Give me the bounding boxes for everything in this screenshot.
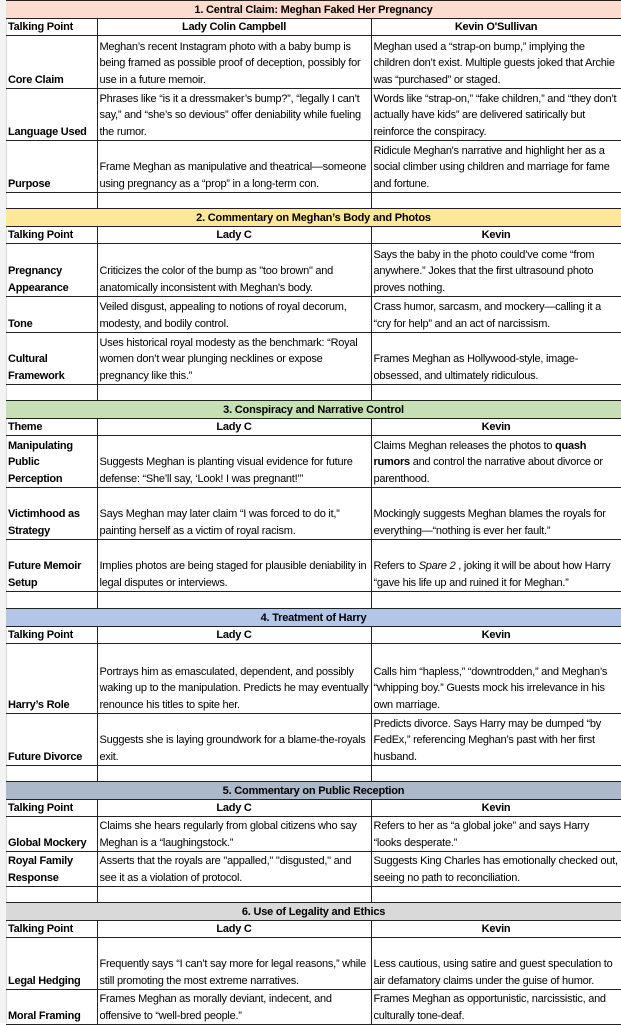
- empty-row: [6, 385, 621, 401]
- section-4-band: [6, 609, 621, 627]
- lady-c-cell[interactable]: Suggests she is laying groundwork for a blame-the-royals exit.: [97, 714, 371, 766]
- kevin-text: , joking it will be about how Harry “gave his life up and ruined it for Meghan.”: [373, 560, 611, 589]
- lady-c-cell[interactable]: Implies photos are being staged for plausible deniability in legal disputes or interviews.: [97, 540, 371, 592]
- kevin-cell[interactable]: Calls him “hapless,” “downtrodden,” and Meghan’s “whipping boy.” Guests mock his irrelevance in his own marriage.: [371, 644, 621, 714]
- table-row: [6, 488, 621, 540]
- table-row: [6, 938, 621, 990]
- column-header-point: Talking Point: [6, 627, 97, 644]
- lady-c-cell[interactable]: Says Meghan may later claim “I was forced to do it,” painting herself as a victim of royal racism.: [97, 488, 371, 540]
- column-header-kevin: Kevin: [371, 800, 621, 817]
- talking-point-cell[interactable]: Royal Family Response: [6, 852, 97, 887]
- header-row: [6, 921, 621, 938]
- lady-c-cell[interactable]: Frequently says “I can’t say more for legal reasons,” while still promoting the most extreme narratives.: [97, 938, 371, 990]
- talking-point-cell[interactable]: Purpose: [6, 141, 97, 193]
- talking-point-cell[interactable]: Core Claim: [6, 36, 97, 89]
- section-3-band: [6, 401, 621, 419]
- empty-cell[interactable]: [97, 385, 371, 401]
- lady-c-cell[interactable]: Criticizes the color of the bump as "too brown" and anatomically inconsistent with Meghan's body.: [97, 244, 371, 297]
- empty-cell[interactable]: [371, 193, 621, 209]
- talking-point-cell[interactable]: Manipulating Public Perception: [6, 436, 97, 488]
- lady-c-cell[interactable]: Phrases like “is it a dressmaker’s bump?”, “legally I can’t say,” and “she’s so devious” offer deniability while fueling the rumor.: [97, 89, 371, 141]
- header-row: [6, 227, 621, 244]
- column-header-point: Talking Point: [6, 227, 97, 244]
- empty-cell[interactable]: [6, 385, 97, 401]
- column-header-point: Talking Point: [6, 800, 97, 817]
- table-row: [6, 644, 621, 714]
- kevin-cell[interactable]: [371, 540, 621, 592]
- column-header-point: Talking Point: [6, 921, 97, 938]
- lady-c-cell[interactable]: Frames Meghan as morally deviant, indecent, and offensive to “well-bred people.”: [97, 990, 371, 1025]
- empty-cell[interactable]: [97, 766, 371, 782]
- kevin-cell[interactable]: Refers to her as “a global joke” and says Harry “looks desperate.”: [371, 817, 621, 852]
- empty-cell[interactable]: [97, 193, 371, 209]
- comparison-table: [6, 0, 621, 1025]
- talking-point-cell[interactable]: Moral Framing: [6, 990, 97, 1025]
- lady-c-cell[interactable]: Veiled disgust, appealing to notions of royal decorum, modesty, and bodily control.: [97, 297, 371, 333]
- column-header-kevin: Kevin: [371, 921, 621, 938]
- talking-point-cell[interactable]: Tone: [6, 297, 97, 333]
- kevin-cell[interactable]: Mockingly suggests Meghan blames the royals for everything—“nothing is ever her fault.”: [371, 488, 621, 540]
- kevin-text: Claims Meghan releases the photos to: [373, 439, 556, 452]
- kevin-cell[interactable]: Less cautious, using satire and guest speculation to air defamatory claims under the guise of humor.: [371, 938, 621, 990]
- talking-point-cell[interactable]: Global Mockery: [6, 817, 97, 852]
- talking-point-cell[interactable]: Language Used: [6, 89, 97, 141]
- table-row: [6, 141, 621, 193]
- kevin-cell[interactable]: Frames Meghan as opportunistic, narcissistic, and culturally tone-deaf.: [371, 990, 621, 1025]
- talking-point-cell[interactable]: Legal Hedging: [6, 938, 97, 990]
- table-row: [6, 852, 621, 887]
- empty-cell[interactable]: [6, 592, 97, 609]
- empty-cell[interactable]: [6, 766, 97, 782]
- kevin-cell[interactable]: Predicts divorce. Says Harry may be dumped “by FedEx,” referencing Meghan’s past with her first husband.: [371, 714, 621, 766]
- table-row: [6, 333, 621, 385]
- kevin-text: and control the narrative about divorce or parenthood.: [373, 456, 603, 485]
- column-header-lady: Lady C: [97, 227, 371, 244]
- column-header-kevin: Kevin: [371, 227, 621, 244]
- talking-point-cell[interactable]: Cultural Framework: [6, 333, 97, 385]
- header-row: [6, 627, 621, 644]
- section-title: 2. Commentary on Meghan’s Body and Photos: [6, 209, 621, 227]
- section-title: 1. Central Claim: Meghan Faked Her Pregnancy: [6, 1, 621, 19]
- section-1-band: [6, 1, 621, 19]
- lady-c-cell[interactable]: Meghan’s recent Instagram photo with a baby bump is being framed as possible proof of deception, possibly for use in a future memoir.: [97, 36, 371, 89]
- kevin-cell[interactable]: Says the baby in the photo could’ve come “from anywhere.” Jokes that the first ultrasound photo proves nothing.: [371, 244, 621, 297]
- section-6-band: [6, 903, 621, 921]
- table-row: [6, 297, 621, 333]
- lady-c-cell[interactable]: Suggests Meghan is planting visual evidence for future defense: “She’ll say, ‘Look! I was pregnant!’”: [97, 436, 371, 488]
- empty-row: [6, 766, 621, 782]
- kevin-cell[interactable]: Ridicule Meghan's narrative and highlight her as a social climber using children and marriage for fame and fortune.: [371, 141, 621, 193]
- column-header-point: Talking Point: [6, 19, 97, 36]
- talking-point-cell[interactable]: Future Divorce: [6, 714, 97, 766]
- lady-c-cell[interactable]: Claims she hears regularly from global citizens who say Meghan is a “laughingstock.”: [97, 817, 371, 852]
- table-row: [6, 244, 621, 297]
- empty-cell[interactable]: [97, 887, 371, 903]
- table-row: [6, 36, 621, 89]
- table-row: [6, 89, 621, 141]
- table-row: [6, 436, 621, 488]
- column-header-kevin: Kevin: [371, 627, 621, 644]
- kevin-bold-text: quash rumors: [373, 439, 587, 468]
- table-row: [6, 990, 621, 1025]
- table-row: [6, 714, 621, 766]
- empty-cell[interactable]: [371, 766, 621, 782]
- lady-c-cell[interactable]: Asserts that the royals are "appalled," "disgusted," and see it as a violation of protocol.: [97, 852, 371, 887]
- header-row: [6, 800, 621, 817]
- section-2-band: [6, 209, 621, 227]
- column-header-lady: Lady C: [97, 627, 371, 644]
- column-header-lady: Lady C: [97, 419, 371, 436]
- empty-row: [6, 592, 621, 609]
- header-row: [6, 19, 621, 36]
- lady-c-cell[interactable]: Portrays him as emasculated, dependent, and possibly waking up to the manipulation. Predicts he may eventually renounce his titles to spite her.: [97, 644, 371, 714]
- kevin-cell[interactable]: Frames Meghan as Hollywood-style, image-obsessed, and ultimately ridiculous.: [371, 333, 621, 385]
- column-header-theme: Theme: [6, 419, 97, 436]
- table-row: [6, 540, 621, 592]
- section-title: 3. Conspiracy and Narrative Control: [6, 401, 621, 419]
- empty-cell[interactable]: [371, 592, 621, 609]
- talking-point-cell[interactable]: Harry’s Role: [6, 644, 97, 714]
- empty-cell[interactable]: [371, 887, 621, 903]
- column-header-lady: Lady C: [97, 921, 371, 938]
- empty-cell[interactable]: [6, 193, 97, 209]
- empty-row: [6, 887, 621, 903]
- section-title: 5. Commentary on Public Reception: [6, 782, 621, 800]
- spreadsheet: [6, 0, 621, 1025]
- section-title: 6. Use of Legality and Ethics: [6, 903, 621, 921]
- talking-point-cell[interactable]: Pregnancy Appearance: [6, 244, 97, 297]
- kevin-italic-text: Spare 2: [418, 560, 456, 572]
- empty-cell[interactable]: [6, 887, 97, 903]
- column-header-lady: Lady C: [97, 800, 371, 817]
- column-header-lady: Lady Colin Campbell: [97, 19, 371, 36]
- kevin-cell[interactable]: Words like “strap-on,” “fake children,” and “they don’t actually have kids” are delivered satirically but reinforce the conspiracy.: [371, 89, 621, 141]
- lady-c-cell[interactable]: Frame Meghan as manipulative and theatrical—someone using pregnancy as a “prop” in a long-term con.: [97, 141, 371, 193]
- empty-cell[interactable]: [97, 592, 371, 609]
- empty-row: [6, 193, 621, 209]
- kevin-cell[interactable]: [371, 436, 621, 488]
- table-row: [6, 817, 621, 852]
- kevin-cell[interactable]: Suggests King Charles has emotionally checked out, seeing no path to reconciliation.: [371, 852, 621, 887]
- kevin-cell[interactable]: Crass humor, sarcasm, and mockery—calling it a “cry for help” and an act of narcissism.: [371, 297, 621, 333]
- column-header-kevin: Kevin O'Sullivan: [371, 19, 621, 36]
- talking-point-cell[interactable]: Victimhood as Strategy: [6, 488, 97, 540]
- lady-c-cell[interactable]: Uses historical royal modesty as the benchmark: “Royal women don’t wear plunging necklines or expose pregnancy like this.”: [97, 333, 371, 385]
- empty-cell[interactable]: [371, 385, 621, 401]
- talking-point-cell[interactable]: Future Memoir Setup: [6, 540, 97, 592]
- kevin-cell[interactable]: Meghan used a “strap-on bump,” implying the children don’t exist. Multiple guests joked that Archie was “purchased” or staged.: [371, 36, 621, 89]
- kevin-text: Refers to: [373, 560, 419, 572]
- header-row: [6, 419, 621, 436]
- column-header-kevin: Kevin: [371, 419, 621, 436]
- section-5-band: [6, 782, 621, 800]
- section-title: 4. Treatment of Harry: [6, 609, 621, 627]
